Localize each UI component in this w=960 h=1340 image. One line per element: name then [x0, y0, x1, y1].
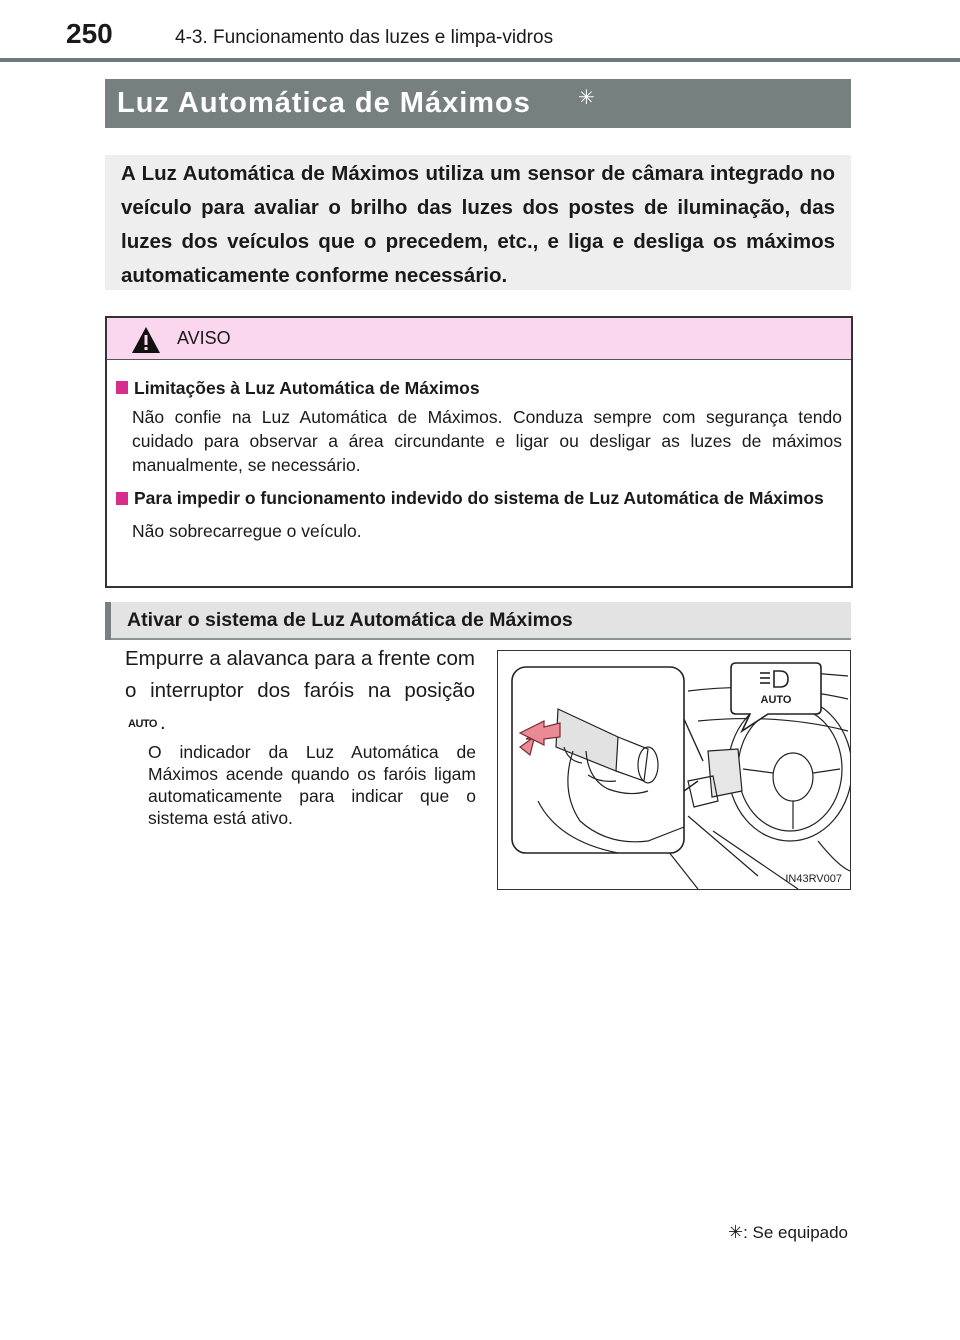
- intro-text: A Luz Automática de Máximos utiliza um sensor de câmara integrado no veículo para avaliar o brilho das luzes dos postes de iluminação, das luzes dos veículos que o precedem, etc., e liga e desliga os máximos automaticamente conforme necessário.: [121, 162, 835, 287]
- lever-inset: [512, 667, 684, 853]
- header-rule: [0, 58, 960, 62]
- subsection-accent: [105, 602, 111, 640]
- title-bar: [105, 79, 851, 128]
- warning-triangle-icon: [131, 326, 161, 354]
- note-text: O indicador da Luz Automática de Máximos acende quando os faróis ligam automaticamente para indicar que o sistema está ativo.: [148, 742, 476, 828]
- page-header: [0, 0, 960, 62]
- page-number: 250: [66, 18, 113, 49]
- warning-header: [107, 318, 851, 360]
- subsection-title: Ativar o sistema de Luz Automática de Máximos: [127, 609, 573, 631]
- warning-item-body: Não sobrecarregue o veículo.: [132, 521, 362, 541]
- svg-text:AUTO: AUTO: [760, 694, 792, 706]
- steering-column-illustration: [498, 651, 850, 889]
- square-bullet-icon: [116, 381, 128, 394]
- instruction-text: Empurre a alavanca para a frente com o interruptor dos faróis na posição AUTO .: [125, 643, 475, 740]
- warning-item-heading: Limitações à Luz Automática de Máximos: [116, 376, 842, 401]
- warning-label: AVISO: [177, 328, 231, 348]
- equipped-marker-icon: ✳: [578, 87, 595, 109]
- footnote: ✳: Se equipado: [728, 1222, 849, 1242]
- warning-item: [116, 376, 842, 477]
- figure: [497, 650, 851, 890]
- square-bullet-icon: [116, 492, 128, 505]
- intro-box: [105, 155, 851, 290]
- warning-item: [116, 486, 842, 543]
- figure-code: IN43RV007: [785, 873, 842, 885]
- warning-box: [105, 316, 853, 588]
- warning-item-heading: Para impedir o funcionamento indevido do sistema de Luz Automática de Máximos: [116, 486, 842, 511]
- page-title: Luz Automática de Máximos: [117, 87, 531, 119]
- warning-item-body: Não confie na Luz Automática de Máximos. Conduza sempre com segurança tendo cuidado para observar a área circundante e ligar ou desligar as luzes de máximos manualmente, se necessário.: [132, 407, 842, 475]
- equipped-marker-icon: ✳: [728, 1222, 744, 1242]
- subsection-bar: [105, 602, 851, 640]
- auto-symbol-icon: AUTO: [128, 718, 157, 730]
- section-title: 4-3. Funcionamento das luzes e limpa-vidros: [175, 27, 554, 48]
